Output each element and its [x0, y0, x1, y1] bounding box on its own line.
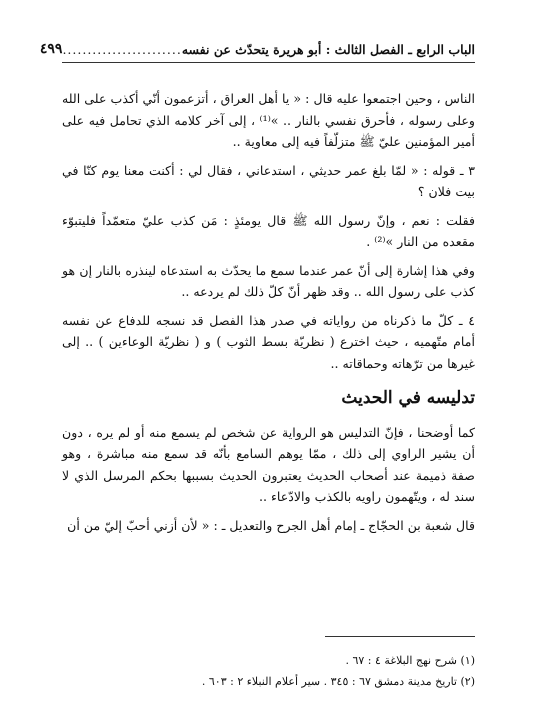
paragraph: ٤ ـ كلّ ما ذكرناه من رواياته في صدر هذا الفصل قد نسجه للدفاع عن نفسه أمام متّهميه ، حيث اخترع ( نظريّة بسط الثوب ) و ( نظريّة الوعاءين ) .. إلى غيرها من ترّهاته وحماقاته ..: [62, 312, 475, 371]
header-title: الباب الرابع ـ الفصل الثالث : أبو هريرة يتحدّث عن نفسه: [181, 41, 475, 57]
section-heading: تدليسه في الحديث: [341, 388, 475, 408]
header-dots: ........................: [62, 41, 182, 57]
paragraph: فقلت : نعم ، وإنّ رسول الله ﷺ قال يومئذٍ : مَن كذب عليّ متعمّداً فليتبوّء مقعده من النار »⁽²⁾ .: [62, 212, 475, 249]
paragraph: كما أوضحنا ، فإنّ التدليس هو الرواية عن شخص لم يسمع منه أو لم يره ، دون أن يشير الراوي إلى ذلك ، ممّا يوهم السامع بأنّه قد سمع منه مباشرة ، وهو صفة ذميمة عند أصحاب الحديث يعتبرون الحديث بسببها بحكم المرسل الذي لا سند له ، ويتّهمون راويه بالكذب والادّعاء ..: [62, 424, 475, 504]
running-header: [39, 38, 475, 60]
footnote: (٢) تاريخ مدينة دمشق ٦٧ : ٣٤٥ . سير أعلام النبلاء ٢ : ٦٠٣ .: [201, 675, 475, 688]
footnote: (١) شرح نهج البلاغة ٤ : ٦٧ .: [345, 654, 475, 667]
paragraph: الناس ، وحين اجتمعوا عليه قال : « يا أهل العراق ، أتزعمون أنّي أكذب على الله وعلى رسوله ، فأحرق نفسي بالنار .. »⁽¹⁾ ، إلى آخر كلامه الذي تحامل فيه على أمير المؤمنين عليّ ﷺ متزلّفاً فيه إلى معاوية ..: [62, 91, 475, 149]
footnotes: [62, 650, 475, 692]
page-number: ٤٩٩: [39, 41, 63, 57]
paragraph: ٣ ـ قوله : « لمّا بلغ عمر حديثي ، استدعاني ، فقال لي : أكنت معنا يوم كنّا في بيت فلان ؟: [62, 162, 475, 199]
footnote-rule: [325, 636, 475, 637]
paragraph: وفي هذا إشارة إلى أنّ عمر عندما سمع ما يحدّث به استدعاه لينذره بالنار إن هو كذب على رسول الله .. وقد ظهر أنّ كلّ ذلك لم يردعه ..: [62, 262, 475, 299]
body-text: [62, 88, 475, 543]
paragraph: قال شعبة بن الحجّاج ـ إمام أهل الجرح والتعديل ـ : « لأن أزني أحبّ إليّ من أن: [67, 517, 475, 533]
header-rule: [62, 62, 475, 63]
